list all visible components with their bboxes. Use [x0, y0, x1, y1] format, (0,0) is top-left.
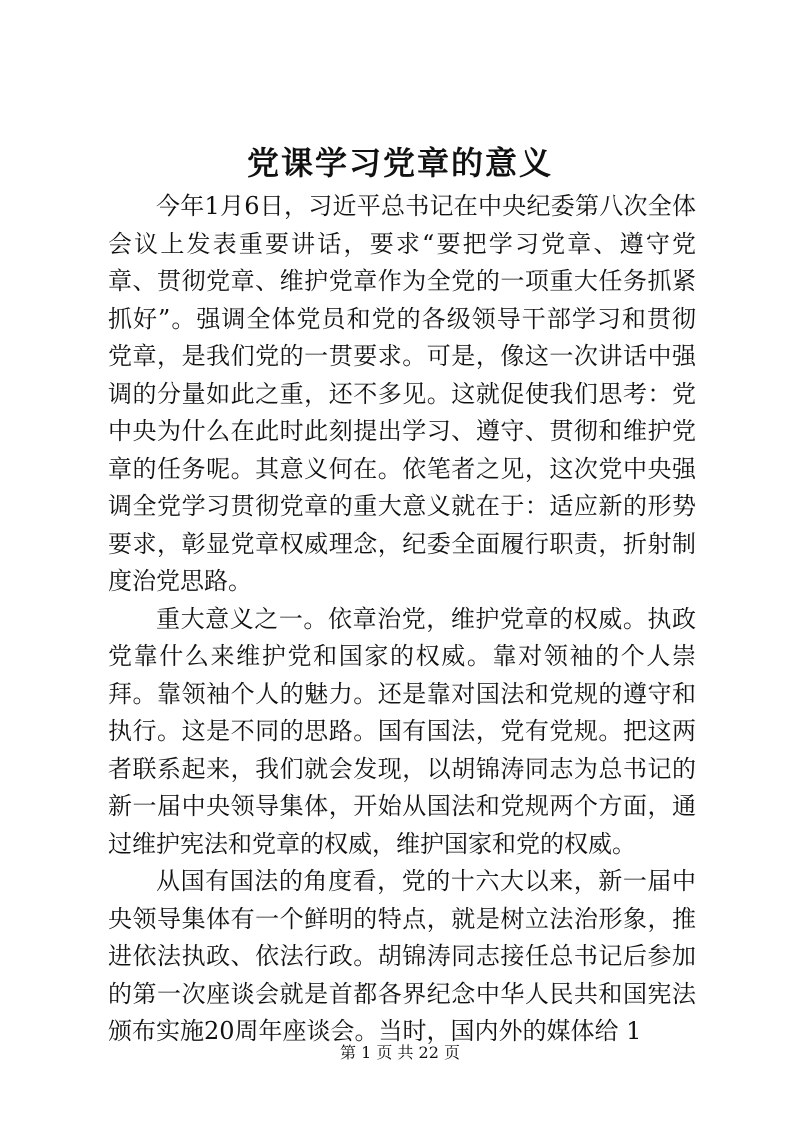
document-title: 党课学习党章的意义 [246, 144, 553, 182]
page-footer: 第 1 页 共 22 页 [340, 1043, 460, 1062]
paragraph-1: 今年1月6日，习近平总书记在中央纪委第八次全体会议上发表重要讲话，要求“要把学习党章、遵守党章、贯彻党章、维护党章作为全党的一项重大任务抓紧抓好”。强调全体党员和党的各级领导干部学习和贯彻党章，是我们党的一贯要求。可是，像这一次讲话中强调的分量如此之重，还不多见。这就促使我们思考：党中央为什么在此时此刻提出学习、遵守、贯彻和维护党章的任务呢。其意义何在。依笔者之见，这次党中央强调全党学习贯彻党章的重大意义就在于：适应新的形势要求，彰显党章权威理念，纪委全面履行职责，折射制度治党思路。 [108, 192, 696, 595]
document-body [108, 188, 696, 1051]
paragraph-2: 重大意义之一。依章治党，维护党章的权威。执政党靠什么来维护党和国家的权威。靠对领袖的个人崇拜。靠领袖个人的魅力。还是靠对国法和党规的遵守和执行。这是不同的思路。国有国法，党有党规。把这两者联系起来，我们就会发现，以胡锦涛同志为总书记的新一届中央领导集体，开始从国法和党规两个方面，通过维护宪法和党章的权威，维护国家和党的权威。 [108, 604, 696, 858]
paragraph-3: 从国有国法的角度看，党的十六大以来，新一届中央领导集体有一个鲜明的特点，就是树立法治形象，推进依法执政、依法行政。胡锦涛同志接任总书记后参加的第一次座谈会就是首都各界纪念中华人民共和国宪法颁布实施20周年座谈会。当时，国内外的媒体给 1 [108, 867, 696, 1045]
